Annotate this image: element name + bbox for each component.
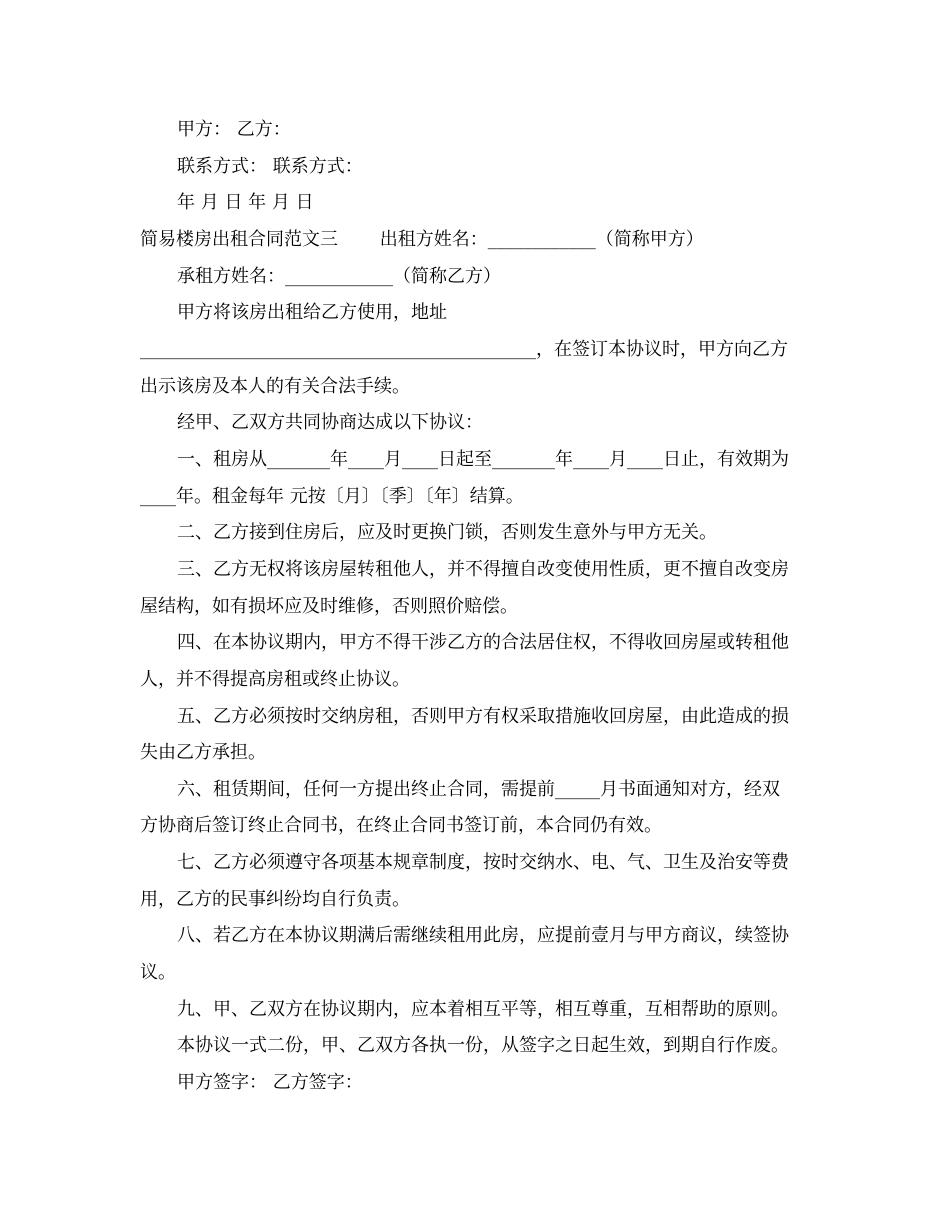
- party-names-line: 甲方： 乙方：: [177, 119, 291, 140]
- paragraph-line: ____________________________________________，在签订本协议时，甲方向乙方: [140, 339, 788, 360]
- agreement-intro-line: 经甲、乙双方共同协商达成以下协议：: [177, 412, 483, 433]
- clause-3-line: 屋结构，如有损坏应及时维修，否则照价赔偿。: [140, 596, 518, 617]
- clause-1-line: ____年。租金每年 元按〔月〕〔季〕〔年〕结算。: [140, 486, 524, 507]
- paragraph-line: 甲方将该房出租给乙方使用，地址: [177, 302, 447, 323]
- clause-4-line: 四、在本协议期内，甲方不得干涉乙方的合法居住权，不得收回房屋或转租他: [177, 632, 789, 653]
- clause-7-line: 用，乙方的民事纠纷均自行负责。: [140, 889, 410, 910]
- date-line: 年 月 日 年 月 日: [177, 192, 314, 213]
- contact-line: 联系方式： 联系方式：: [177, 156, 363, 177]
- paragraph-line: 出示该房及本人的有关合法手续。: [140, 376, 410, 397]
- clause-8-line: 议。: [140, 962, 176, 983]
- copies-clause-line: 本协议一式二份，甲、乙双方各执一份，从签字之日起生效，到期自行作废。: [177, 1035, 789, 1056]
- clause-2-line: 二、乙方接到住房后，应及时更换门锁，否则发生意外与甲方无关。: [177, 522, 717, 543]
- clause-1-line: 一、租房从_______年____月____日起至_______年____月____日止，有效期为: [177, 449, 789, 470]
- clause-7-line: 七、乙方必须遵守各项基本规章制度，按时交纳水、电、气、卫生及治安等费: [177, 852, 789, 873]
- clause-5-line: 五、乙方必须按时交纳房租，否则甲方有权采取措施收回房屋，由此造成的损: [177, 706, 789, 727]
- clause-6-line: 方协商后签订终止合同书，在终止合同书签订前，本合同仍有效。: [140, 815, 662, 836]
- clause-6-line: 六、租赁期间，任何一方提出终止合同，需提前_____月书面通知对方，经双: [177, 779, 780, 800]
- clause-5-line: 失由乙方承担。: [140, 742, 266, 763]
- clause-9-line: 九、甲、乙双方在协议期内，应本着相互平等，相互尊重，互相帮助的原则。: [177, 999, 789, 1020]
- tenant-name-line: 承租方姓名：____________（简称乙方）: [177, 266, 501, 287]
- clause-8-line: 八、若乙方在本协议期满后需继续租用此房，应提前壹月与甲方商议，续签协: [177, 925, 789, 946]
- document-title-line: 简易楼房出租合同范文三 出租方姓名：____________（简称甲方）: [140, 229, 704, 250]
- clause-4-line: 人，并不得提高房租或终止协议。: [140, 669, 410, 690]
- signature-line: 甲方签字： 乙方签字：: [177, 1072, 363, 1093]
- clause-3-line: 三、乙方无权将该房屋转租他人，并不得擅自改变使用性质，更不擅自改变房: [177, 559, 789, 580]
